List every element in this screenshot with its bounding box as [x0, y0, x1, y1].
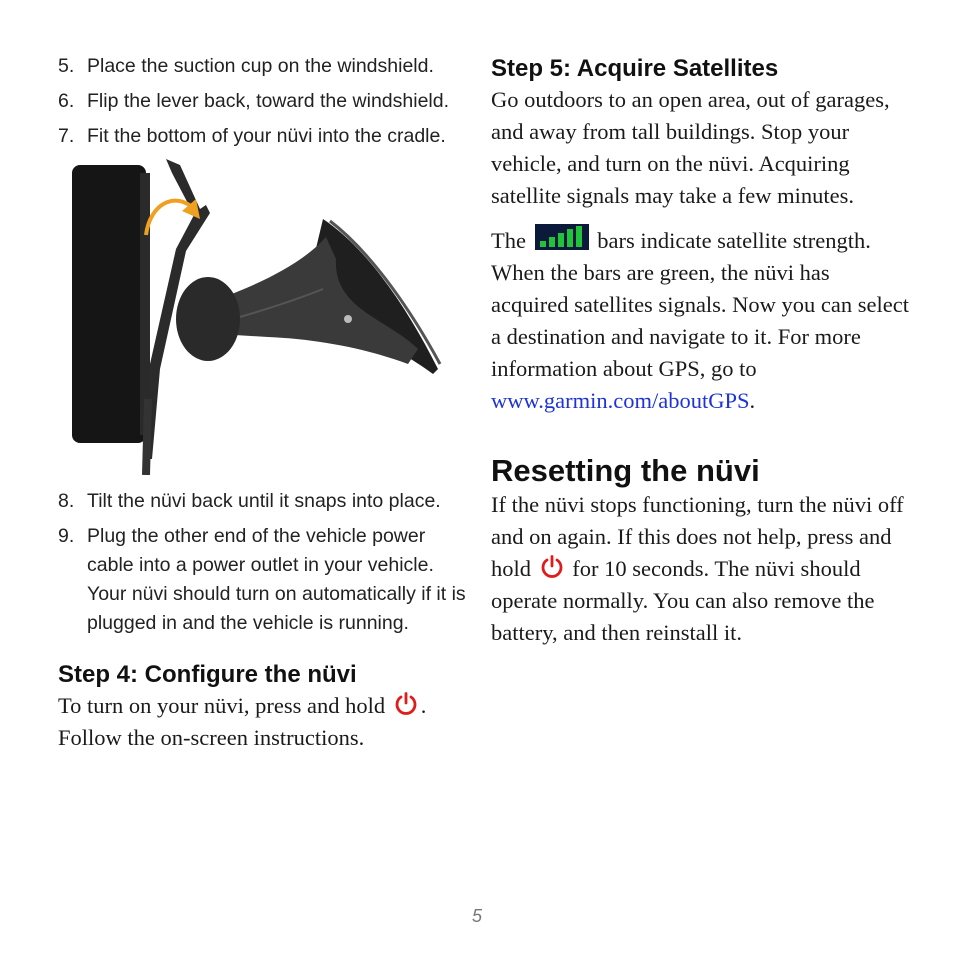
power-icon: [539, 554, 565, 580]
steps-list-after: [58, 487, 468, 638]
power-icon: [393, 691, 419, 717]
resetting-heading: Resetting the nüvi: [491, 453, 760, 488]
list-item: 7. Fit the bottom of your nüvi into the cradle.: [58, 125, 446, 147]
garmin-gps-link[interactable]: www.garmin.com/aboutGPS: [491, 388, 750, 413]
step5-heading: Step 5: Acquire Satellites: [491, 55, 779, 82]
list-item: 8. Tilt the nüvi back until it snaps into place.: [58, 490, 441, 512]
right-column: [491, 52, 911, 649]
list-item: 9. Plug the other end of the vehicle power cable into a power outlet in your vehicle. Your nüvi should turn on automatically if it is plugged in and the vehicle is running.: [58, 525, 466, 634]
nuvi-mount-illustration: [68, 159, 448, 475]
signal-bars-icon: [535, 224, 589, 250]
resetting-paragraph: If the nüvi stops functioning, turn the nüvi off and on again. If this does not help, press and hold for 10 seconds. The nüvi should operate normally. You can also remove the battery, and then reinstall it.: [491, 492, 904, 645]
step5-paragraph-2: The bars indicate satellite strength. When the bars are green, the nüvi has acquired satellites signals. Now you can select a destination and navigate to it. For more information about GPS, go to www.garmin.com/aboutGPS.: [491, 224, 911, 417]
list-item: 5. Place the suction cup on the windshield.: [58, 55, 434, 77]
step4-heading: Step 4: Configure the nüvi: [58, 661, 357, 688]
steps-list-before: [58, 52, 468, 151]
page-number: 5: [471, 906, 482, 926]
step5-paragraph-1: Go outdoors to an open area, out of garages, and away from tall buildings. Stop your vehicle, and turn on the nüvi. Acquiring satellite signals may take a few minutes.: [491, 87, 890, 208]
list-item: 6. Flip the lever back, toward the windshield.: [58, 90, 450, 112]
left-column: [58, 52, 468, 754]
step4-paragraph: To turn on your nüvi, press and hold . Follow the on-screen instructions.: [58, 693, 427, 750]
